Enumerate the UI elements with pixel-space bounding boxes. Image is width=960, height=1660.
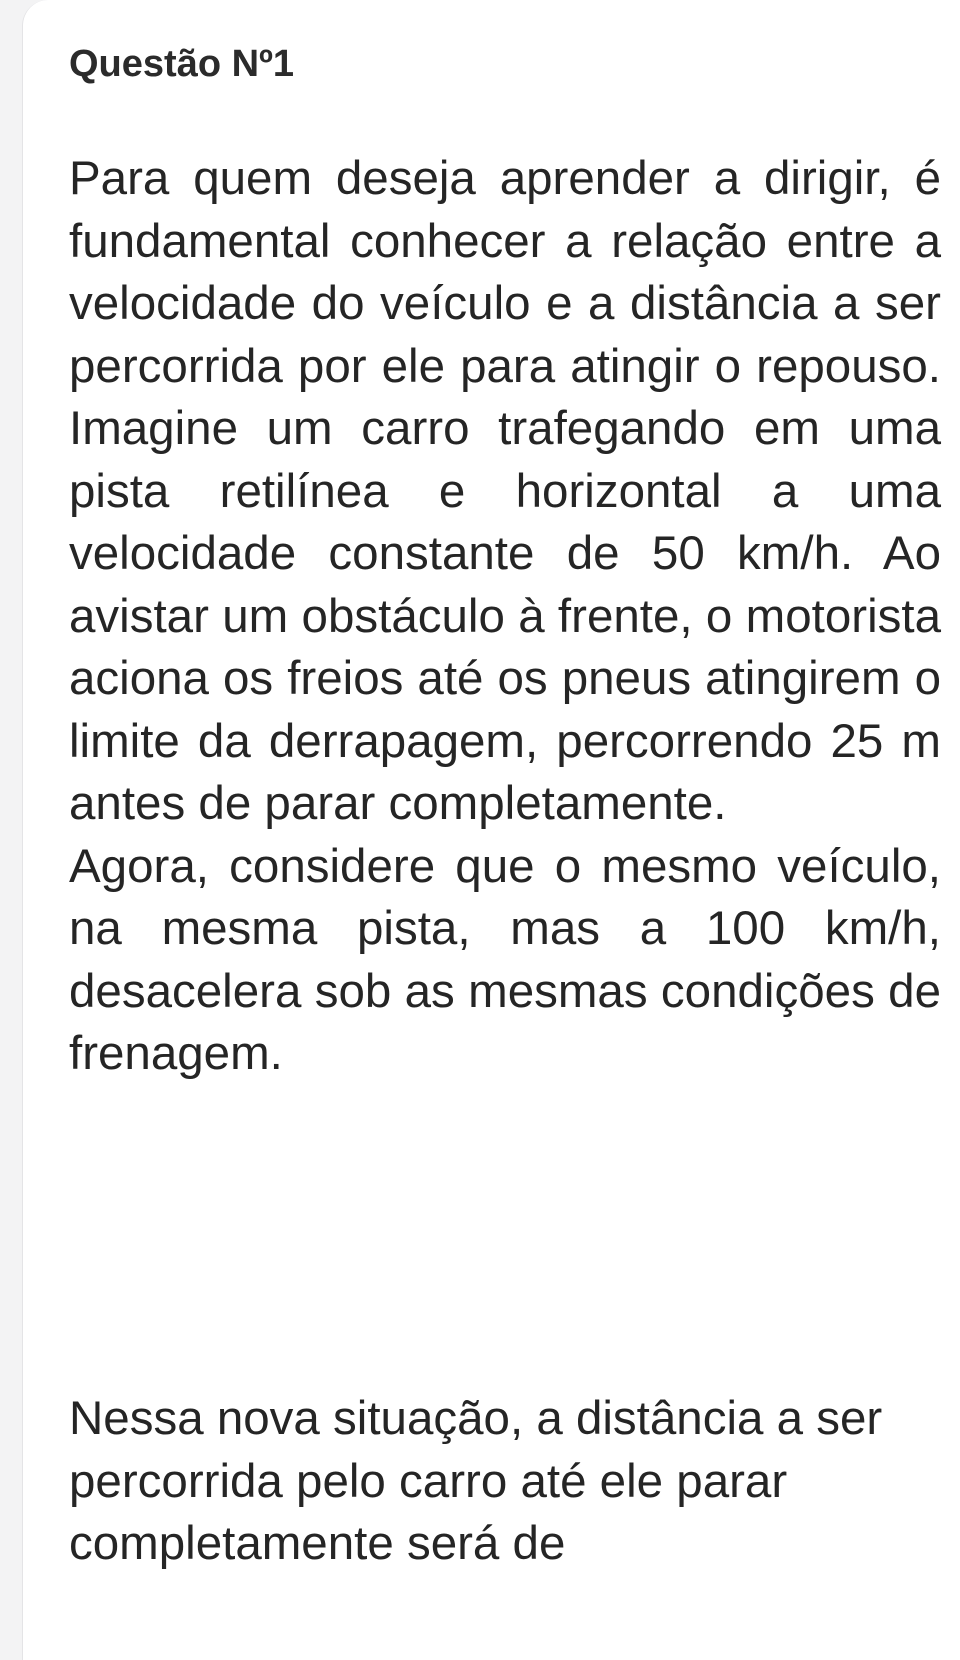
question-card bbox=[22, 0, 960, 1660]
question-prompt: Nessa nova situação, a distância a ser percorrida pelo carro até ele parar completamente será de bbox=[69, 1392, 883, 1570]
question-title: Questão Nº1 bbox=[69, 43, 295, 85]
statement-paragraph-2: Agora, considere que o mesmo veículo, na mesma pista, mas a 100 km/h, desacelera sob as mesmas condições de frenagem. bbox=[69, 839, 941, 1080]
statement-paragraph-1: Para quem deseja aprender a dirigir, é fundamental conhecer a relação entre a velocidade do veículo e a distância a ser percorrida por ele para atingir o repouso. Imagine um carro trafegando em uma pista retilínea e horizontal a uma velocidade constante de 50 km/h. Ao avistar um obstáculo à frente, o motorista aciona os freios até os pneus atingirem o limite da derrapagem, percorrendo 25 m antes de parar completamente. bbox=[69, 152, 941, 830]
question-statement bbox=[69, 148, 941, 1086]
